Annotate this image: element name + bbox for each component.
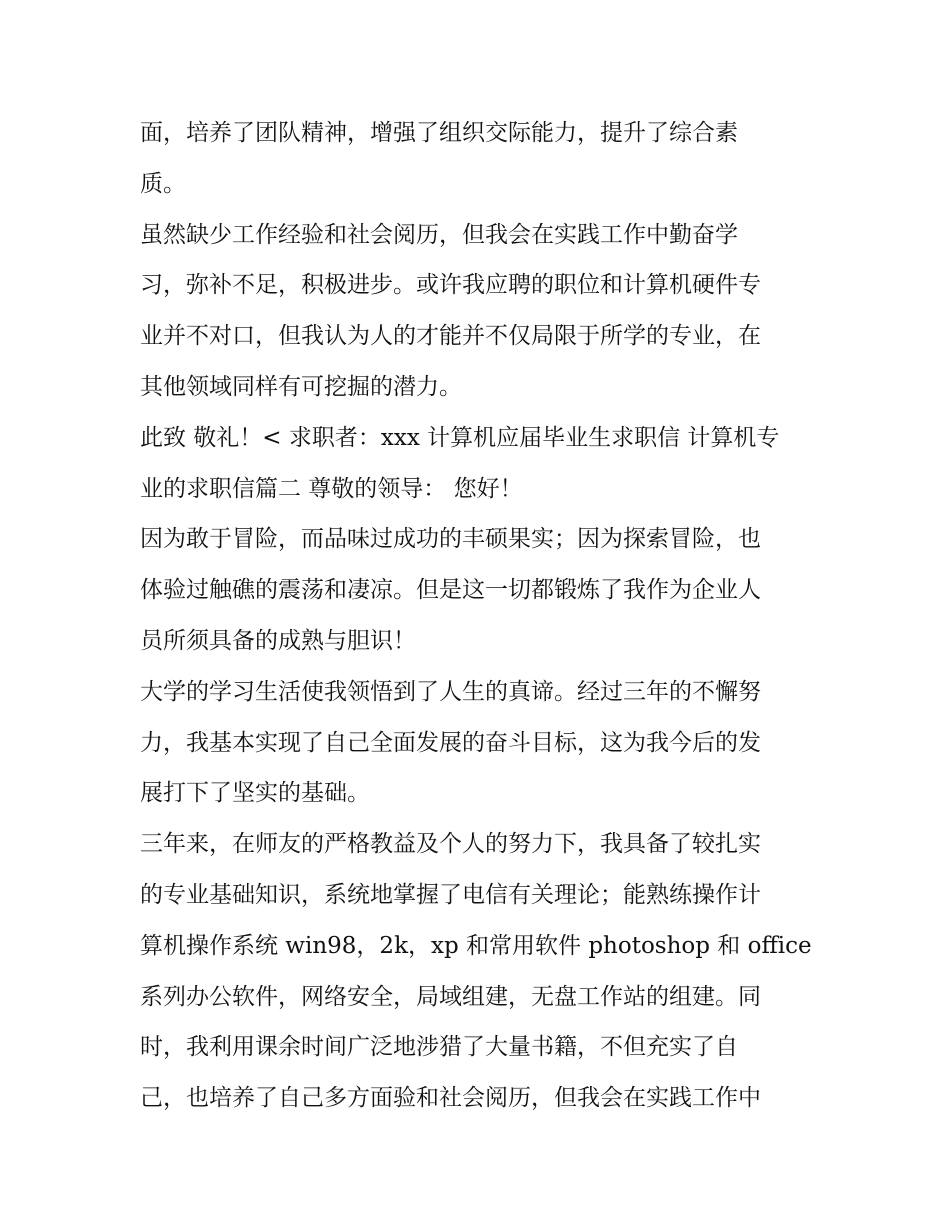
- text-line: 的专业基础知识，系统地掌握了电信有关理论；能熟练操作计: [140, 881, 761, 908]
- text-line: 员所须具备的成熟与胆识！: [140, 627, 416, 654]
- text-line: 力，我基本实现了自己全面发展的奋斗目标，这为我今后的发: [140, 729, 761, 756]
- text-line: 因为敢于冒险，而品味过成功的丰硕果实；因为探索冒险，也: [140, 526, 761, 553]
- text-line: 此致 敬礼！< 求职者：xxx 计算机应届毕业生求职信 计算机专: [140, 424, 780, 451]
- text-line: 时，我利用课余时间广泛地涉猎了大量书籍，不但充实了自: [140, 1034, 738, 1061]
- text-line: 体验过触礁的震荡和凄凉。但是这一切都锻炼了我作为企业人: [140, 577, 761, 604]
- text-line: 大学的学习生活使我领悟到了人生的真谛。经过三年的不懈努: [140, 678, 761, 705]
- text-line: 质。: [140, 170, 186, 197]
- text-line: 展打下了坚实的基础。: [140, 780, 370, 807]
- text-line: 其他领域同样有可挖掘的潜力。: [140, 373, 462, 400]
- text-line: 虽然缺少工作经验和社会阅历，但我会在实践工作中勤奋学: [140, 221, 738, 248]
- text-line: 系列办公软件，网络安全，局域组建，无盘工作站的组建。同: [140, 983, 761, 1010]
- text-line: 算机操作系统 win98，2k，xp 和常用软件 photoshop 和 office: [140, 932, 812, 959]
- text-line: 己，也培养了自己多方面验和社会阅历，但我会在实践工作中: [140, 1085, 761, 1112]
- text-line: 业的求职信篇二 尊敬的领导： 您好！: [140, 475, 523, 502]
- text-line: 面，培养了团队精神，增强了组织交际能力，提升了综合素: [140, 120, 738, 146]
- letter-body: [140, 108, 820, 1124]
- text-line: 三年来，在师友的严格教益及个人的努力下，我具备了较扎实: [140, 831, 761, 858]
- text-line: 习，弥补不足，积极进步。或许我应聘的职位和计算机硬件专: [140, 272, 761, 299]
- text-line: 业并不对口，但我认为人的才能并不仅局限于所学的专业，在: [140, 323, 761, 350]
